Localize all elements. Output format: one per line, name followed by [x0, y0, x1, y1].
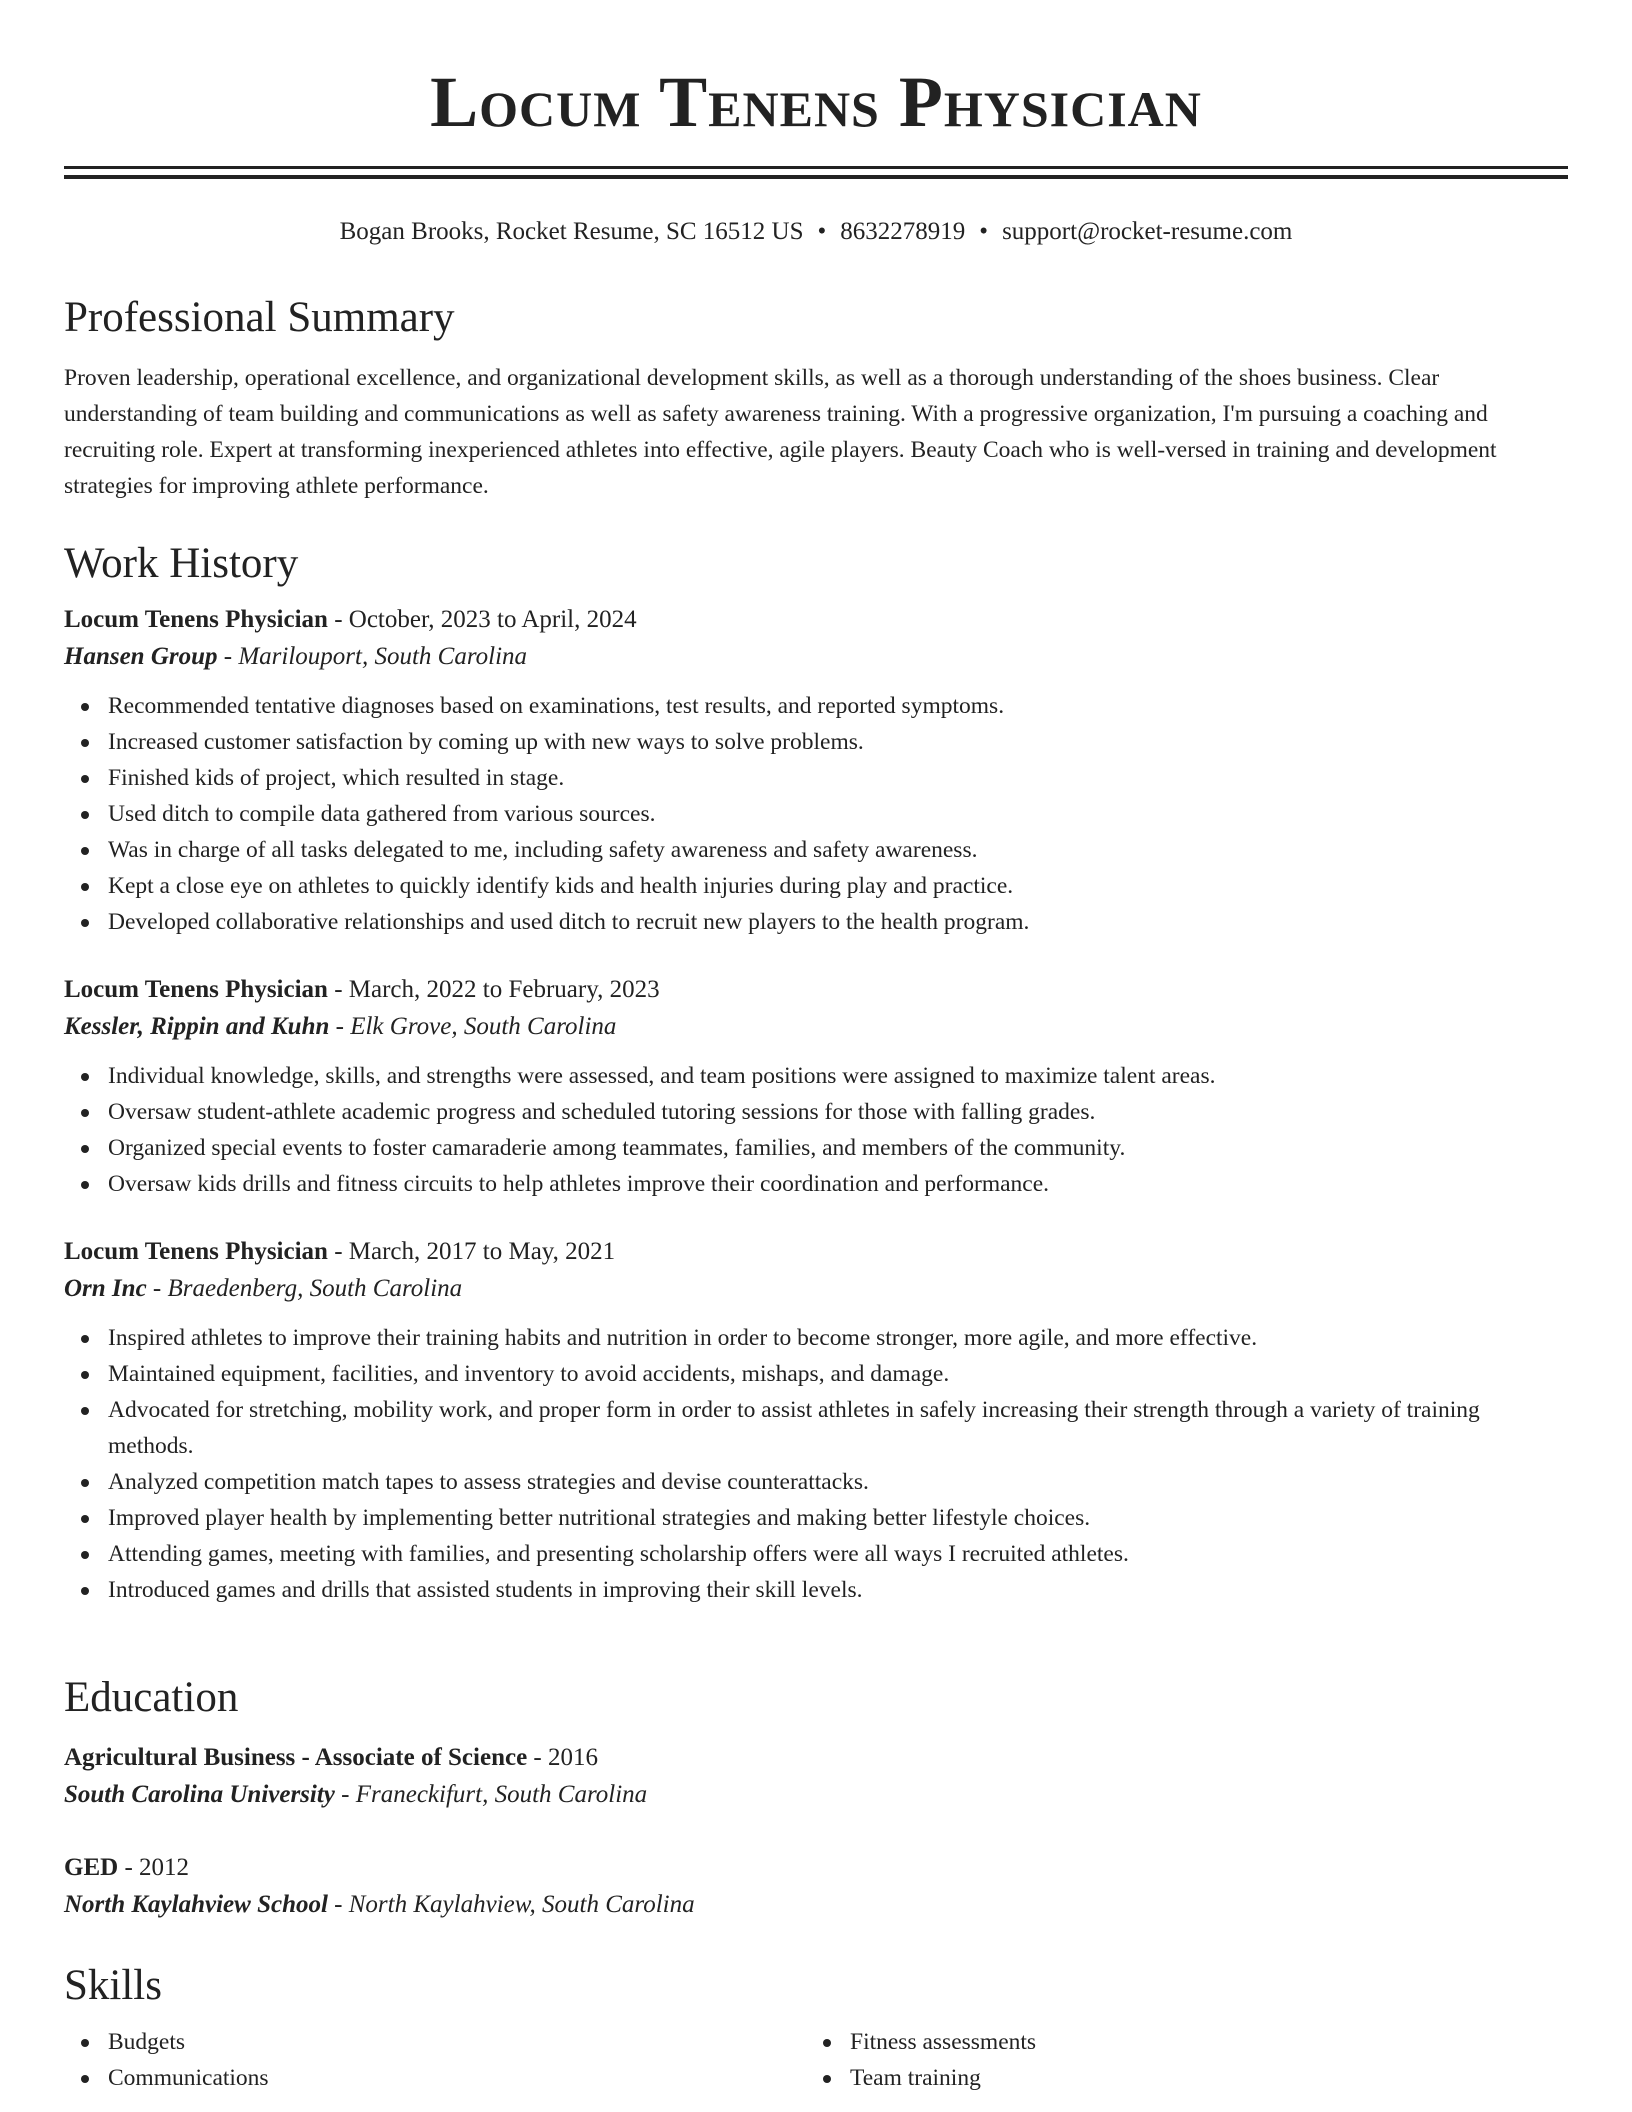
contact-separator: •	[979, 218, 989, 245]
degree-line	[64, 1740, 1568, 1776]
degree-year: - 2016	[527, 1744, 598, 1771]
job-title: Locum Tenens Physician	[64, 976, 328, 1003]
education-section	[64, 1672, 1568, 1924]
degree: GED	[64, 1854, 119, 1881]
job-location: - Braedenberg, South Carolina	[146, 1275, 463, 1302]
summary-section	[64, 292, 1568, 504]
list-item: Advocated for stretching, mobility work, and proper form in order to assist athletes in safely increasing their strength through a variety of training methods.	[108, 1392, 1568, 1464]
job-dates: - March, 2017 to May, 2021	[327, 1238, 616, 1265]
skills-column-left	[64, 2012, 764, 2096]
job-title-line	[64, 1234, 1568, 1270]
job-company: Kessler, Rippin and Kuhn	[64, 1013, 330, 1040]
job-dates: - October, 2023 to April, 2024	[327, 606, 637, 633]
list-item: Developed collaborative relationships and used ditch to recruit new players to the health program.	[108, 904, 1568, 940]
job-company-line	[64, 1008, 1568, 1046]
contact-phone: 8632278919	[840, 218, 966, 245]
school-line	[64, 1776, 1568, 1814]
list-item: Increased customer satisfaction by coming up with new ways to solve problems.	[108, 724, 1568, 760]
job-entry	[64, 1234, 1568, 1608]
education-heading: Education	[64, 1674, 239, 1721]
contact-email: support@rocket-resume.com	[1002, 218, 1293, 245]
skills-column-right	[806, 2012, 1506, 2096]
list-item: Oversaw kids drills and fitness circuits to help athletes improve their coordination and performance.	[108, 1166, 1568, 1202]
skills-list	[64, 2024, 764, 2096]
skills-columns	[64, 2012, 1568, 2092]
job-company-line	[64, 638, 1568, 676]
resume-title: Locum Tenens Physician	[430, 62, 1202, 142]
school-location: - North Kaylahview, South Carolina	[327, 1891, 695, 1918]
job-dates: - March, 2022 to February, 2023	[327, 976, 660, 1003]
list-item: Introduced games and drills that assisted students in improving their skill levels.	[108, 1572, 1568, 1608]
list-item: Improved player health by implementing better nutritional strategies and making better lifestyle choices.	[108, 1500, 1568, 1536]
list-item: Was in charge of all tasks delegated to me, including safety awareness and safety awareness.	[108, 832, 1568, 868]
education-entry	[64, 1850, 1568, 1924]
list-item: Attending games, meeting with families, and presenting scholarship offers were all ways I recruited athletes.	[108, 1536, 1568, 1572]
job-title-line	[64, 972, 1568, 1008]
contact-line	[64, 214, 1568, 250]
job-company: Orn Inc	[64, 1275, 147, 1302]
job-entry	[64, 972, 1568, 1202]
job-title-line	[64, 602, 1568, 638]
job-bullets	[64, 688, 1568, 940]
job-bullets	[64, 1320, 1568, 1608]
summary-heading: Professional Summary	[64, 294, 455, 341]
summary-text: Proven leadership, operational excellence, and organizational development skills, as well as a thorough understanding of the shoes business. Clear understanding of team building and communications as well as safety awareness training. With a progressive organization, I'm pursuing a coaching and recruiting role. Expert at transforming inexperienced athletes into effective, agile players. Beauty Coach who is well-versed in training and development strategies for improving athlete performance.	[64, 365, 1497, 499]
school: North Kaylahview School	[64, 1891, 328, 1918]
job-title: Locum Tenens Physician	[64, 606, 328, 633]
list-item: Fitness assessments	[850, 2024, 1506, 2060]
school-location: - Franeckifurt, South Carolina	[334, 1781, 648, 1808]
work-history-section	[64, 538, 1568, 1608]
job-location: - Marilouport, South Carolina	[217, 643, 528, 670]
list-item: Kept a close eye on athletes to quickly identify kids and health injuries during play and practice.	[108, 868, 1568, 904]
work-history-heading: Work History	[64, 540, 299, 587]
education-entry	[64, 1740, 1568, 1814]
list-item: Analyzed competition match tapes to assess strategies and devise counterattacks.	[108, 1464, 1568, 1500]
job-bullets	[64, 1058, 1568, 1202]
title-divider-top	[64, 166, 1568, 169]
list-item: Organized special events to foster camaraderie among teammates, families, and members of the community.	[108, 1130, 1568, 1166]
list-item: Finished kids of project, which resulted in stage.	[108, 760, 1568, 796]
list-item: Budgets	[108, 2024, 764, 2060]
contact-address: Bogan Brooks, Rocket Resume, SC 16512 US	[339, 218, 804, 245]
skills-heading: Skills	[64, 1962, 162, 2009]
job-entry	[64, 602, 1568, 940]
list-item: Used ditch to compile data gathered from various sources.	[108, 796, 1568, 832]
list-item: Maintained equipment, facilities, and inventory to avoid accidents, mishaps, and damage.	[108, 1356, 1568, 1392]
job-company: Hansen Group	[64, 643, 218, 670]
list-item: Inspired athletes to improve their training habits and nutrition in order to become stronger, more agile, and more effective.	[108, 1320, 1568, 1356]
job-company-line	[64, 1270, 1568, 1308]
list-item: Team training	[850, 2060, 1506, 2096]
degree: Agricultural Business - Associate of Science	[64, 1744, 528, 1771]
list-item: Oversaw student-athlete academic progress and scheduled tutoring sessions for those with falling grades.	[108, 1094, 1568, 1130]
list-item: Recommended tentative diagnoses based on examinations, test results, and reported symptoms.	[108, 688, 1568, 724]
list-item: Individual knowledge, skills, and strengths were assessed, and team positions were assigned to maximize talent areas.	[108, 1058, 1568, 1094]
degree-line	[64, 1850, 1568, 1886]
school: South Carolina University	[64, 1781, 335, 1808]
skills-list	[806, 2024, 1506, 2096]
resume-page	[64, 0, 1568, 2091]
skills-section	[64, 1960, 1568, 2092]
title-divider-bottom	[64, 175, 1568, 179]
school-line	[64, 1886, 1568, 1924]
job-title: Locum Tenens Physician	[64, 1238, 328, 1265]
list-item: Communications	[108, 2060, 764, 2096]
job-location: - Elk Grove, South Carolina	[329, 1013, 617, 1040]
degree-year: - 2012	[118, 1854, 190, 1881]
contact-separator: •	[817, 218, 827, 245]
